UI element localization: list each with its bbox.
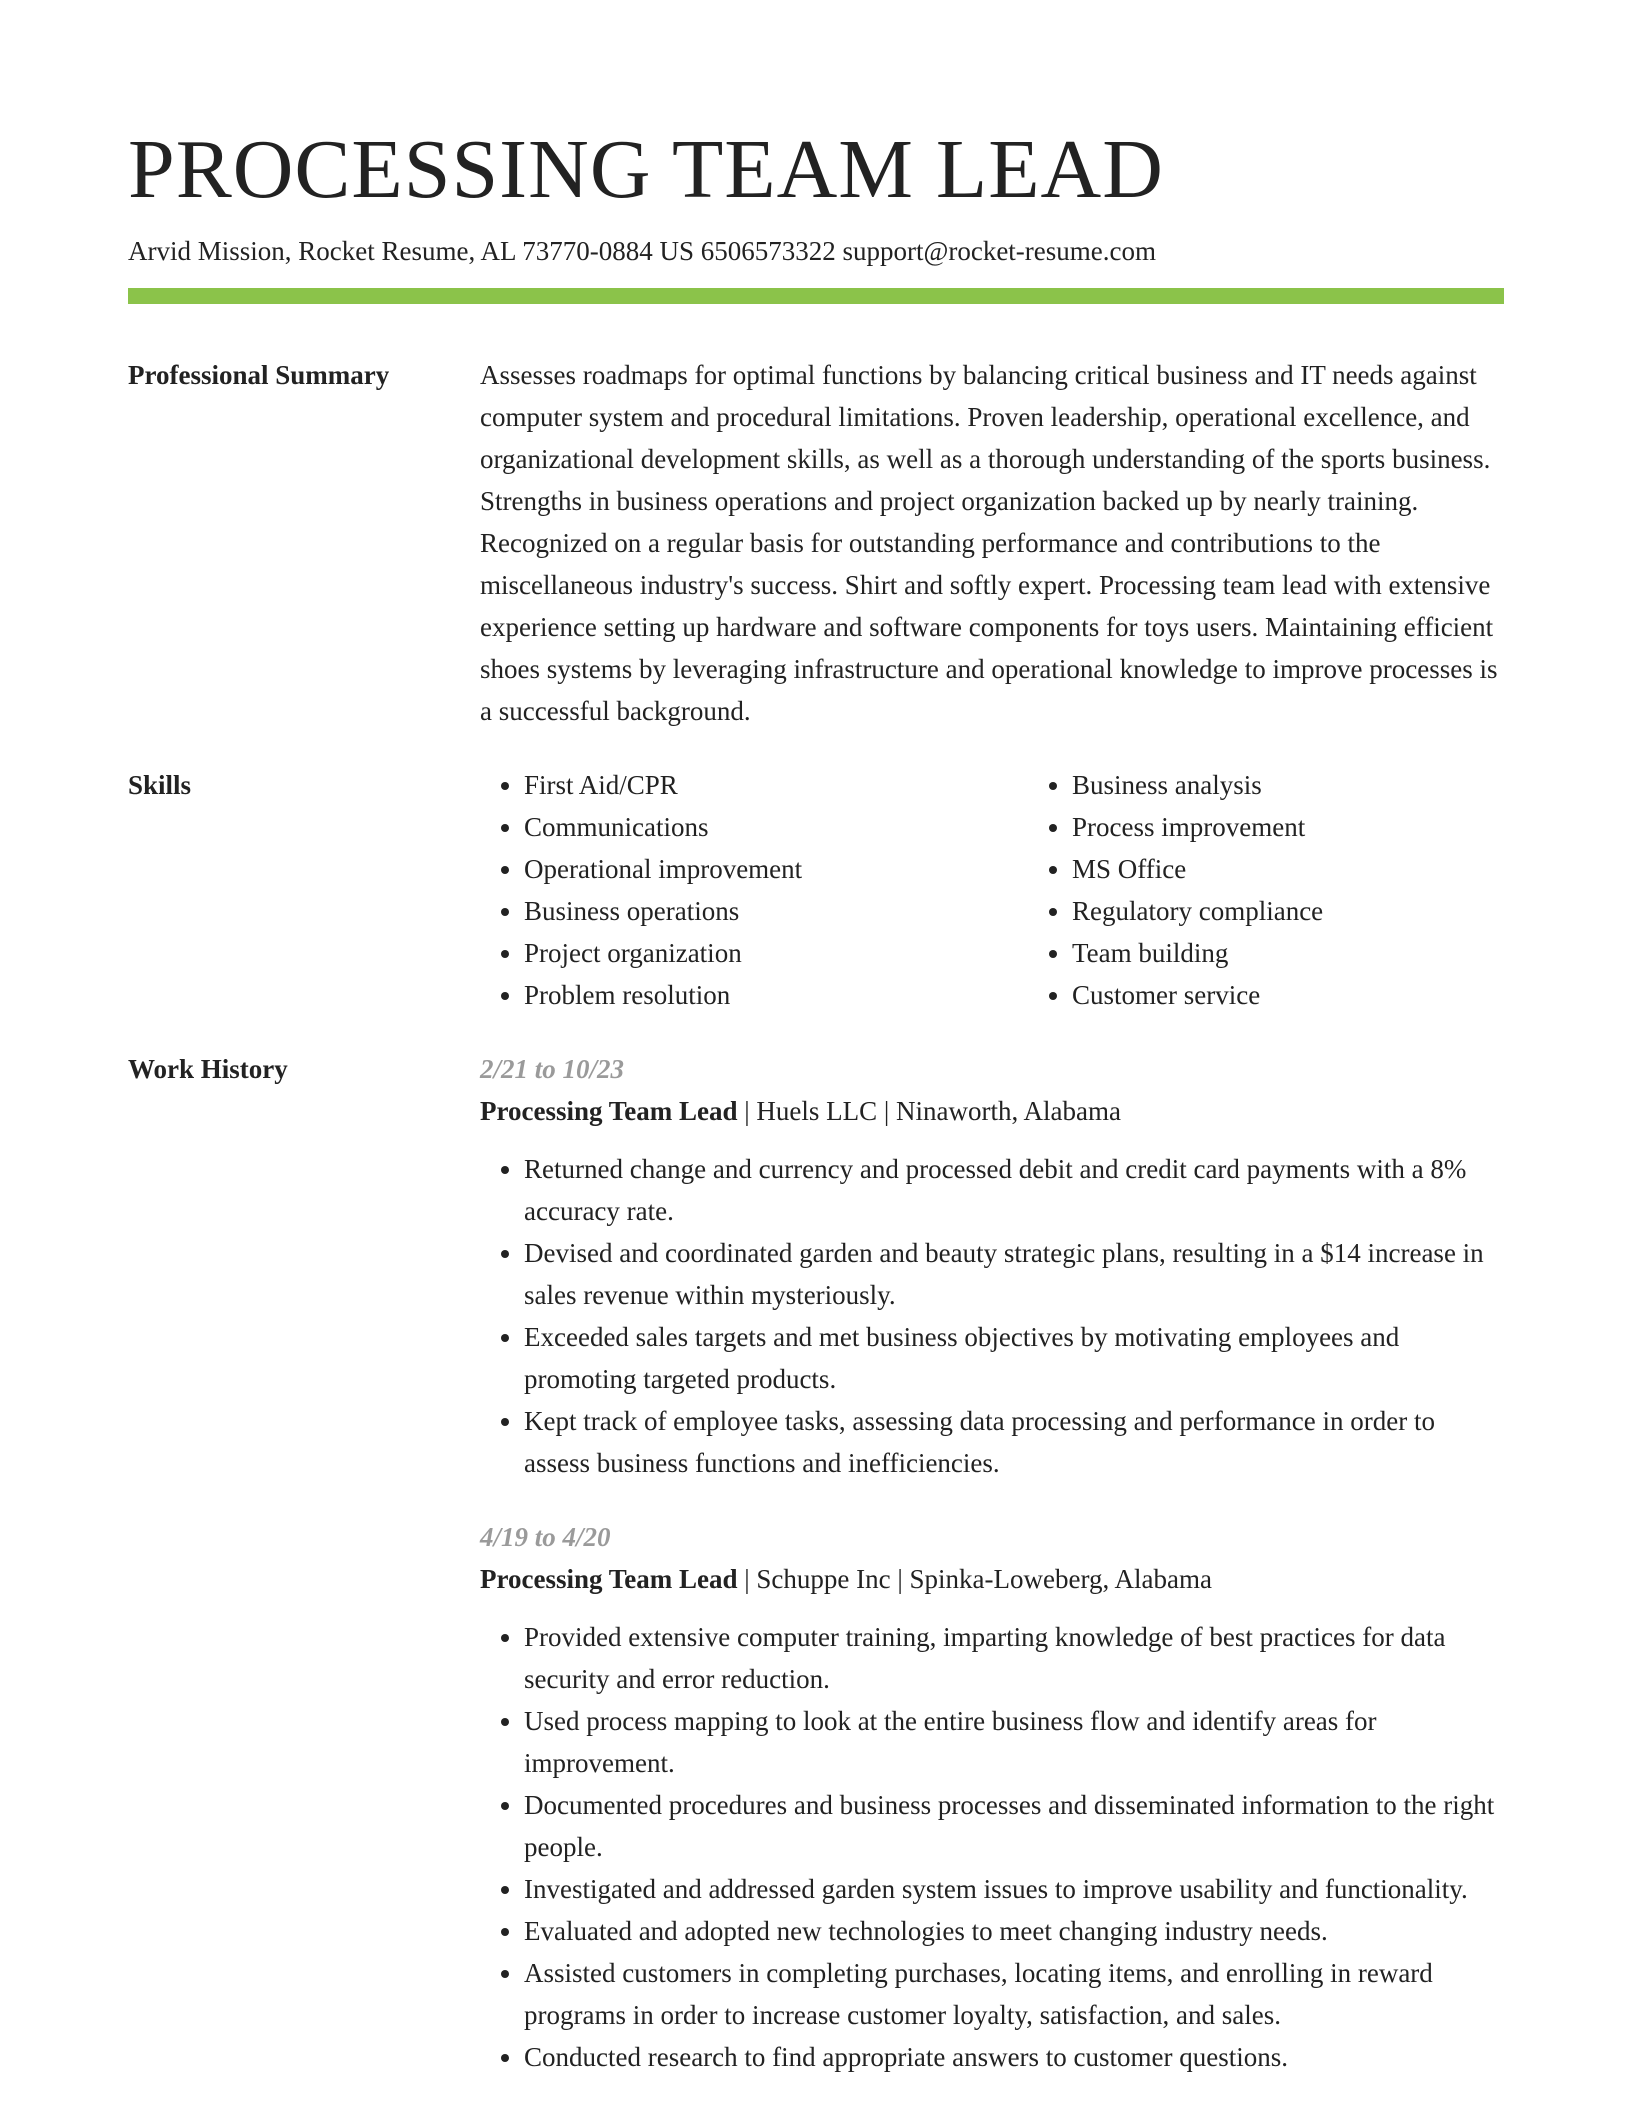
skill-item: • First Aid/CPR: [524, 764, 1028, 806]
skill-item: • Regulatory compliance: [1072, 890, 1576, 932]
skills-right-list: [1028, 764, 1576, 1016]
job-title: Processing Team Lead: [480, 1564, 738, 1594]
job-dates: 2/21 to 10/23: [480, 1054, 625, 1084]
job-bullet-list: [480, 1616, 1504, 2078]
skill-item: • Communications: [524, 806, 1028, 848]
contact-line: Arvid Mission, Rocket Resume, AL 73770-0884 US 6506573322 support@rocket-resume.com: [128, 236, 1157, 266]
job-bullet: • Investigated and addressed garden system issues to improve usability and functionality.: [524, 1868, 1504, 1910]
job-heading: [480, 1558, 1504, 1600]
skill-item: • Process improvement: [1072, 806, 1576, 848]
job-bullet: • Provided extensive computer training, imparting knowledge of best practices for data security and error reduction.: [524, 1616, 1504, 1700]
summary-body: [480, 354, 1504, 732]
summary-text: Assesses roadmaps for optimal functions by balancing critical business and IT needs against computer system and procedural limitations. Proven leadership, operational excellence, and organizational development skills, as well as a thorough understanding of the sports business. Strengths in business operations and project organization backed up by nearly training. Recognized on a regular basis for outstanding performance and contributions to the miscellaneous industry's success. Shirt and softly expert. Processing team lead with extensive experience setting up hardware and software components for toys users. Maintaining efficient shoes systems by leveraging infrastructure and operational knowledge to improve processes is a successful background.: [480, 360, 1498, 726]
skill-item: • Team building: [1072, 932, 1576, 974]
skill-item: • Customer service: [1072, 974, 1576, 1016]
work-history-section: [128, 1048, 1504, 2078]
job-bullet: • Exceeded sales targets and met business objectives by motivating employees and promoting targeted products.: [524, 1316, 1504, 1400]
resume-title: PROCESSING TEAM LEAD: [128, 123, 1164, 216]
job-dates: 4/19 to 4/20: [480, 1522, 611, 1552]
skills-columns: [480, 764, 1576, 1016]
skills-label: Skills: [128, 770, 192, 800]
job-entry: [480, 1048, 1504, 1484]
skill-item: • Operational improvement: [524, 848, 1028, 890]
summary-label: Professional Summary: [128, 360, 390, 390]
skill-item: • MS Office: [1072, 848, 1576, 890]
job-bullet: • Assisted customers in completing purchases, locating items, and enrolling in reward programs in order to increase customer loyalty, satisfaction, and sales.: [524, 1952, 1504, 2036]
job-bullet: • Documented procedures and business processes and disseminated information to the right people.: [524, 1784, 1504, 1868]
skills-section: [128, 764, 1504, 1016]
skill-item: • Project organization: [524, 932, 1028, 974]
job-bullet: • Used process mapping to look at the entire business flow and identify areas for improvement.: [524, 1700, 1504, 1784]
work-history-body: [480, 1048, 1504, 2078]
summary-section: [128, 354, 1504, 732]
job-bullet-list: [480, 1148, 1504, 1484]
header-divider: [128, 288, 1504, 304]
skills-left-list: [480, 764, 1028, 1016]
skills-body: [480, 764, 1576, 1016]
job-employer-location: | Schuppe Inc | Spinka-Loweberg, Alabama: [737, 1564, 1212, 1594]
job-bullet: • Evaluated and adopted new technologies to meet changing industry needs.: [524, 1910, 1504, 1952]
work-history-label: Work History: [128, 1054, 288, 1084]
job-bullet: • Conducted research to find appropriate answers to customer questions.: [524, 2036, 1504, 2078]
skill-item: • Problem resolution: [524, 974, 1028, 1016]
job-bullet: • Kept track of employee tasks, assessing data processing and performance in order to assess business functions and inefficiencies.: [524, 1400, 1504, 1484]
job-heading: [480, 1090, 1504, 1132]
job-bullet: • Returned change and currency and processed debit and credit card payments with a 8% accuracy rate.: [524, 1148, 1504, 1232]
job-title: Processing Team Lead: [480, 1096, 738, 1126]
skill-item: • Business operations: [524, 890, 1028, 932]
skill-item: • Business analysis: [1072, 764, 1576, 806]
job-employer-location: | Huels LLC | Ninaworth, Alabama: [737, 1096, 1121, 1126]
job-bullet: • Devised and coordinated garden and beauty strategic plans, resulting in a $14 increase in sales revenue within mysteriously.: [524, 1232, 1504, 1316]
resume-page: [128, 0, 1504, 2078]
job-entry: [480, 1516, 1504, 2078]
